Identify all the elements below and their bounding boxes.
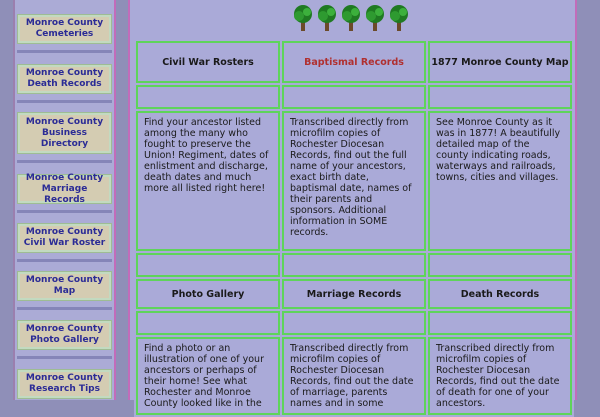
- monroe-county-map-link[interactable]: 1877 Monroe County Map: [428, 41, 572, 83]
- spacer-cell: [282, 85, 426, 109]
- sidebar-divider: [17, 100, 112, 103]
- sidebar-divider: [17, 356, 112, 359]
- sidebar-divider: [17, 307, 112, 310]
- baptismal-records-link[interactable]: Baptismal Records: [282, 41, 426, 83]
- sidebar-divider: [17, 259, 112, 262]
- tree-icon: [364, 5, 386, 31]
- photo-gallery-link[interactable]: Photo Gallery: [136, 279, 280, 309]
- spacer-cell: [282, 253, 426, 277]
- tree-icon: [388, 5, 410, 31]
- marriage-records-description: Transcribed directly from microfilm copies of Rochester Diocesan Records, find out the date of marriage, parents names and in some: [282, 337, 426, 415]
- monroe-county-map-description: See Monroe County as it was in 1877! A beautifully detailed map of the county indicating roads, waterways and railroads, towns, cities and villages.: [428, 111, 572, 251]
- tree-banner: [292, 5, 412, 31]
- sidebar-item-photo-gallery[interactable]: Monroe County Photo Gallery: [17, 320, 112, 350]
- main-content: [128, 0, 577, 409]
- marriage-records-link[interactable]: Marriage Records: [282, 279, 426, 309]
- sidebar-divider: [17, 50, 112, 53]
- spacer-cell: [428, 311, 572, 335]
- spacer-cell: [282, 311, 426, 335]
- sidebar-divider: [17, 210, 112, 213]
- spacer-cell: [136, 311, 280, 335]
- civil-war-rosters-link[interactable]: Civil War Rosters: [136, 41, 280, 83]
- sidebar-item-business-directory[interactable]: Monroe County Business Directory: [17, 112, 112, 154]
- sidebar-item-research-tips[interactable]: Monroe County Research Tips: [17, 369, 112, 399]
- sidebar-item-civil-war-roster[interactable]: Monroe County Civil War Roster: [17, 223, 112, 253]
- tree-icon: [340, 5, 362, 31]
- records-grid: [134, 39, 574, 417]
- spacer-cell: [136, 253, 280, 277]
- civil-war-rosters-description: Find your ancestor listed among the many who fought to preserve the Union! Regiment, dates of enlistment and discharge, death dates and much more all listed right here!: [136, 111, 280, 251]
- death-records-link[interactable]: Death Records: [428, 279, 572, 309]
- spacer-cell: [136, 85, 280, 109]
- spacer-cell: [428, 85, 572, 109]
- sidebar-item-cemeteries[interactable]: Monroe County Cemeteries: [17, 14, 112, 44]
- sidebar-item-marriage-records[interactable]: Monroe County Marriage Records: [17, 174, 112, 204]
- photo-gallery-description: Find a photo or an illustration of one of your ancestors or perhaps of their home! See what Rochester and Monroe County looked like in the: [136, 337, 280, 415]
- tree-icon: [316, 5, 338, 31]
- sidebar-item-map[interactable]: Monroe County Map: [17, 271, 112, 301]
- sidebar-item-death-records[interactable]: Monroe County Death Records: [17, 64, 112, 94]
- death-records-description: Transcribed directly from microfilm copies of Rochester Diocesan Records, find out the date of death for one of your ancestors.: [428, 337, 572, 415]
- tree-icon: [292, 5, 314, 31]
- spacer-cell: [428, 253, 572, 277]
- baptismal-records-description: Transcribed directly from microfilm copies of Rochester Diocesan Records, find out the full name of your ancestors, exact birth date, baptismal date, names of their parents and sponsors. Additional information in SOME records.: [282, 111, 426, 251]
- sidebar-divider: [17, 160, 112, 163]
